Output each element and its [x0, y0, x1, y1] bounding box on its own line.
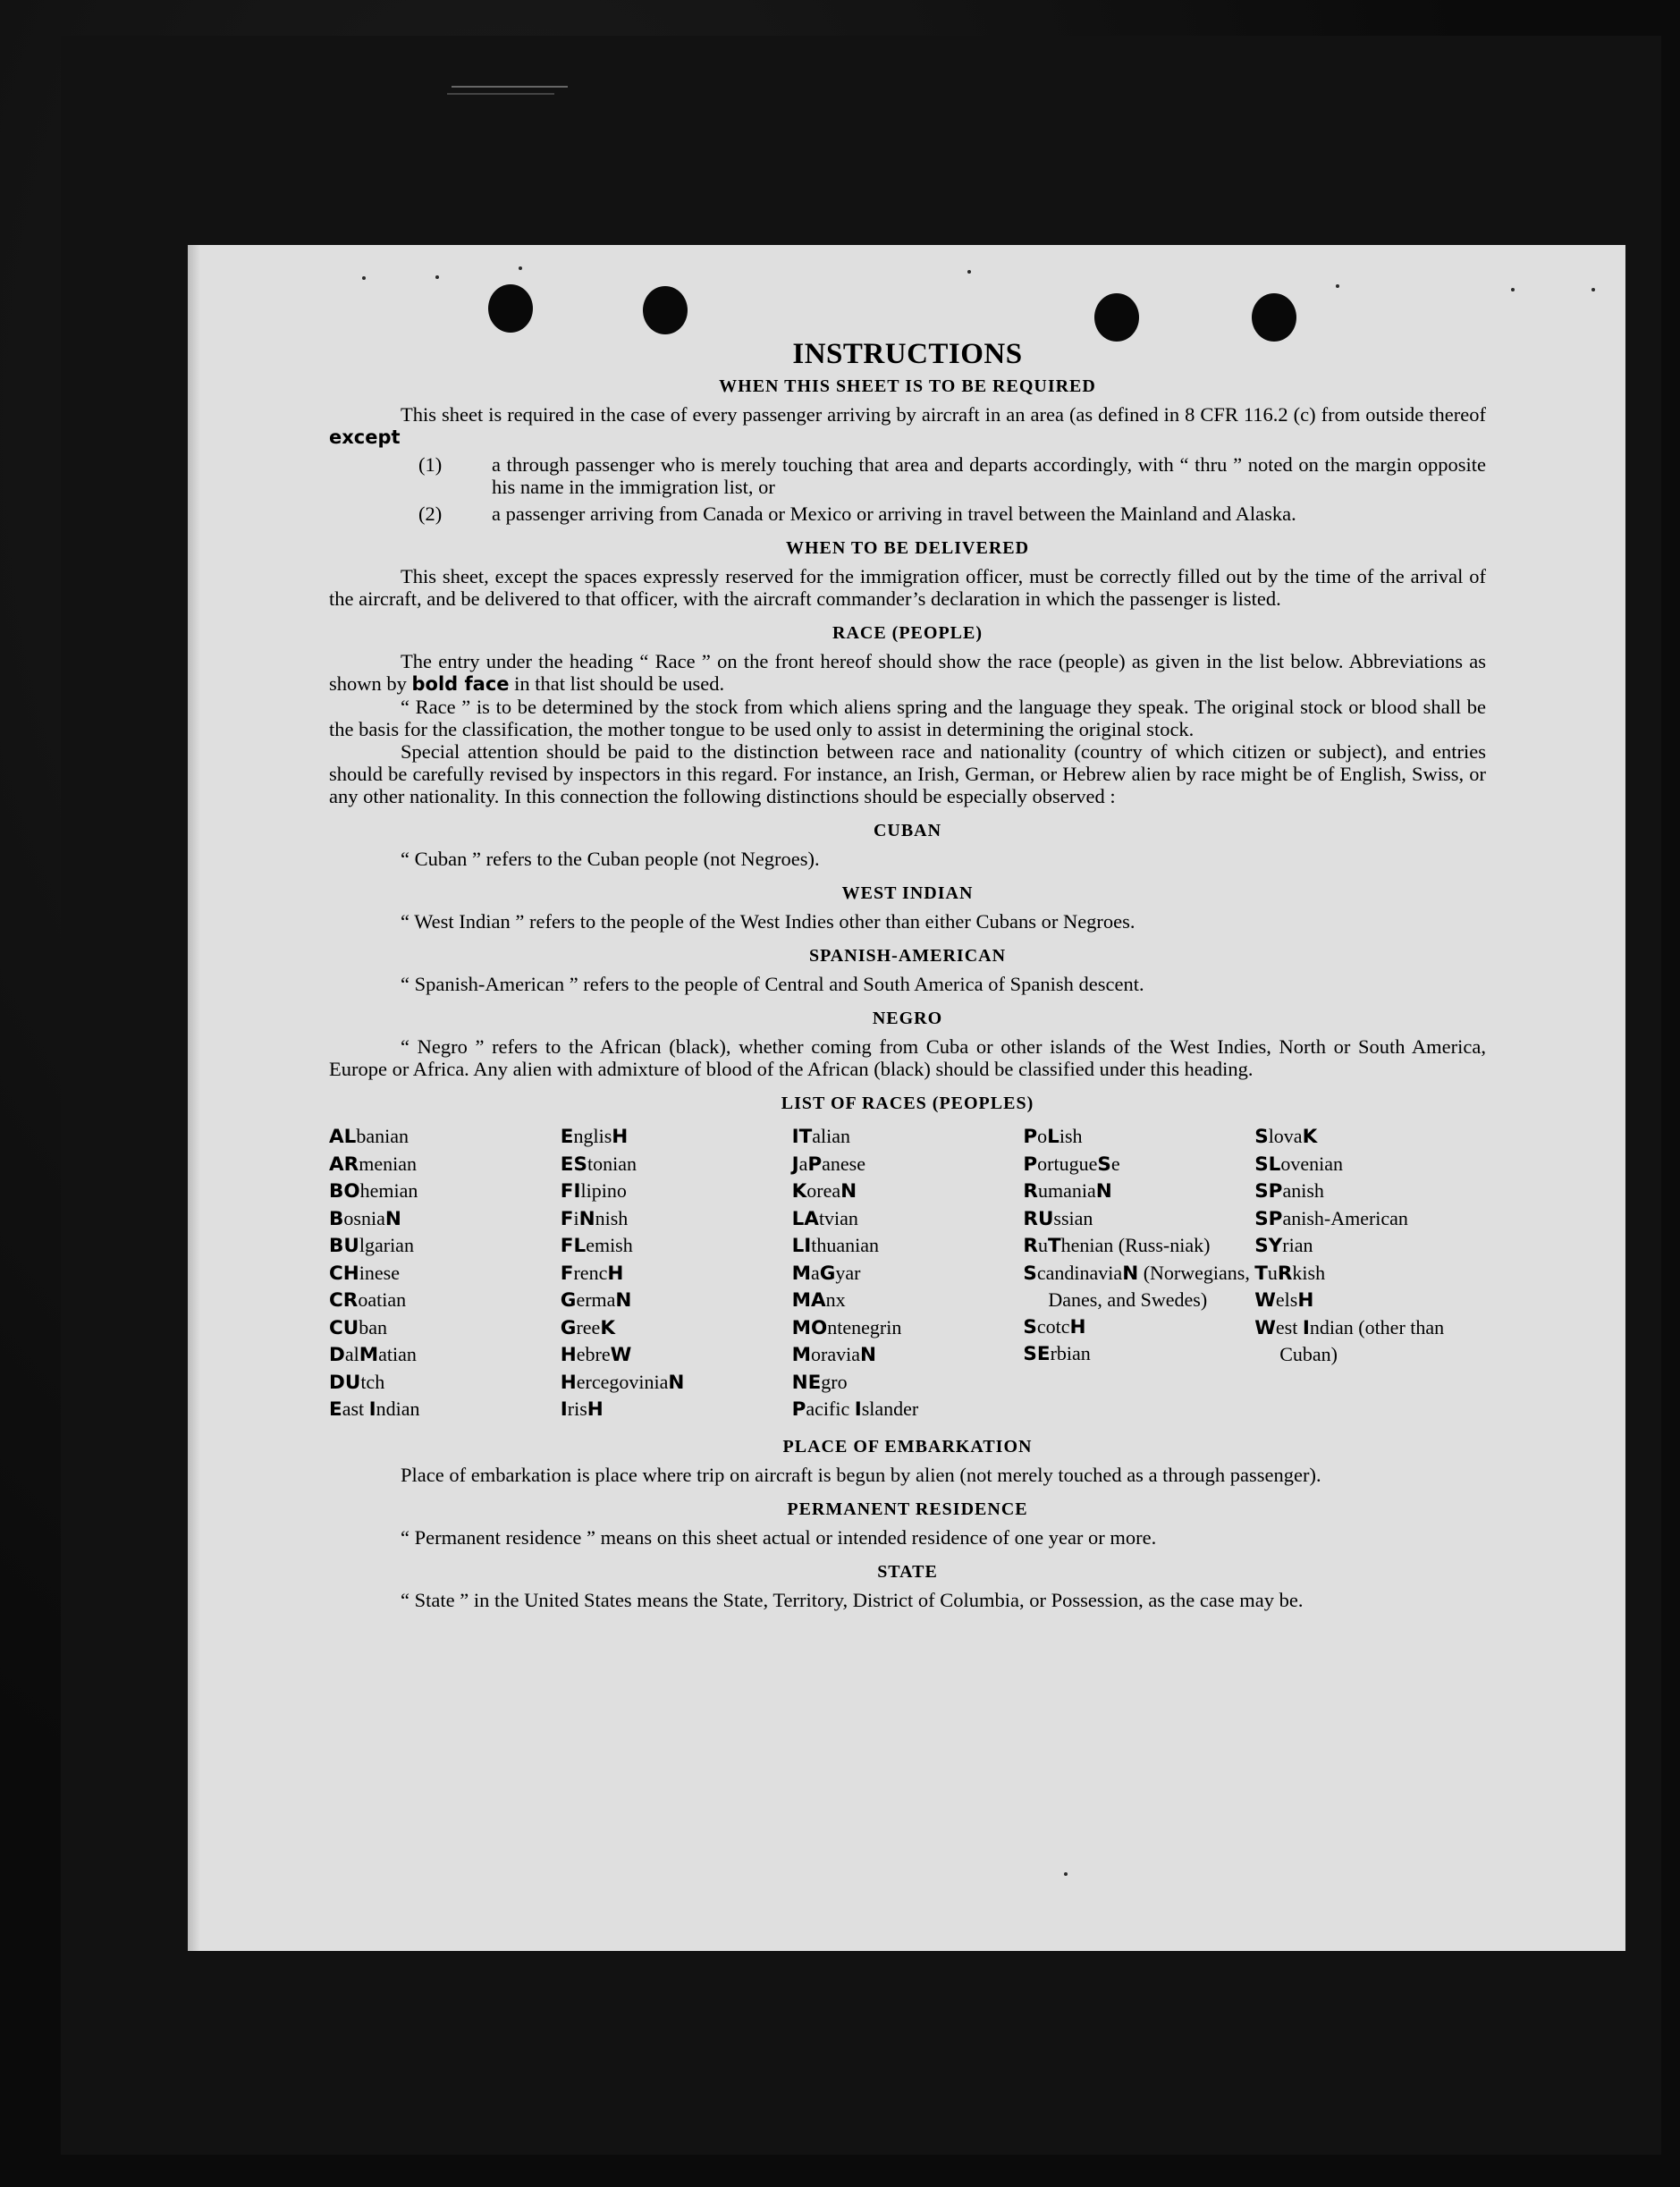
race-abbreviation: L	[1047, 1126, 1059, 1148]
scan-mark	[447, 93, 554, 95]
race-abbreviation: SE	[1023, 1343, 1051, 1365]
race-abbreviation: T	[1254, 1262, 1268, 1285]
spanish-american-text: “ Spanish-American ” refers to the people of Central and South America of Spanish descent.	[401, 973, 1144, 995]
race-abbreviation: FL	[560, 1235, 587, 1257]
race-text: alian	[812, 1125, 851, 1147]
embarkation-text: Place of embarkation is place where trip on aircraft is begun by alien (not merely touched as a through passenger).	[401, 1463, 1321, 1486]
race-text: al	[344, 1343, 359, 1365]
race-text: ree	[576, 1315, 601, 1338]
exception-item: (1) a through passenger who is merely touching that area and departs accordingly, with “ thru ” noted on the margin opposite his name in the immigration list, or	[418, 453, 1486, 498]
race-abbreviation: K	[600, 1316, 615, 1339]
race-text: ortugue	[1037, 1152, 1098, 1175]
race-abbreviation: M	[791, 1262, 811, 1285]
race-paragraph: “ Race ” is to be determined by the stock from which aliens spring and the language they speak. The original stock or blood shall be the basis for the classification, the mother tongue to be used only to assist in determining the original stock.	[329, 696, 1486, 740]
speck	[362, 276, 366, 280]
race-text: emish	[586, 1234, 633, 1256]
race-text: atian	[378, 1343, 417, 1365]
race-entry	[561, 1396, 792, 1423]
race-text: nglis	[573, 1125, 612, 1147]
race-text: ssian	[1053, 1206, 1093, 1229]
race-abbreviation: S	[1097, 1153, 1111, 1176]
race-text: ercegovinia	[576, 1370, 669, 1393]
race-abbreviation: I	[1302, 1316, 1310, 1339]
document-body	[329, 338, 1486, 1611]
race-text: ntenegrin	[827, 1315, 902, 1338]
race-text: lova	[1268, 1125, 1303, 1147]
speck	[1591, 288, 1595, 291]
race-text: lipino	[580, 1179, 627, 1202]
race-entry	[329, 1396, 561, 1423]
race-entry	[561, 1232, 792, 1260]
race-text: est	[1275, 1315, 1303, 1338]
race-abbreviation: N	[1122, 1262, 1139, 1285]
race-entry	[1254, 1287, 1486, 1314]
race-entry	[329, 1314, 561, 1342]
race-abbreviation: N	[1095, 1180, 1112, 1203]
race-entry	[1023, 1260, 1254, 1313]
race-entry	[792, 1232, 1024, 1260]
race-entry	[1254, 1232, 1486, 1260]
race-text: kish	[1292, 1261, 1326, 1284]
race-text: ndian	[376, 1397, 420, 1420]
race-column	[561, 1123, 792, 1423]
when-required-intro: This sheet is required in the case of every passenger arriving by aircraft in an area (as defined in 8 CFR 116.2 (c) from outside thereof except	[329, 403, 1486, 448]
race-column	[329, 1123, 561, 1423]
race-text: o	[1037, 1125, 1048, 1147]
race-entry	[561, 1314, 792, 1342]
race-abbreviation: M	[359, 1344, 379, 1366]
race-abbreviation: N	[840, 1180, 857, 1203]
document-title: INSTRUCTIONS	[792, 338, 1023, 370]
race-entry	[1254, 1205, 1486, 1233]
race-entry	[561, 1151, 792, 1178]
section-heading-cuban: CUBAN	[873, 821, 942, 840]
race-text: ris	[567, 1397, 587, 1420]
race-text: orea	[806, 1179, 841, 1202]
race-text: renc	[573, 1261, 608, 1284]
race-abbreviation: N	[859, 1344, 876, 1366]
race-abbreviation: T	[1047, 1235, 1061, 1257]
race-abbreviation: W	[1254, 1316, 1276, 1339]
race-abbreviation: F	[560, 1207, 574, 1230]
race-text: anese	[822, 1152, 865, 1175]
race-abbreviation: R	[1277, 1262, 1293, 1285]
punch-hole	[488, 284, 533, 333]
race-text: u	[1267, 1261, 1278, 1284]
race-entry	[561, 1178, 792, 1205]
race-abbreviation: DU	[329, 1371, 361, 1394]
race-abbreviation: H	[587, 1398, 604, 1421]
section-heading-when-required: WHEN THIS SHEET IS TO BE REQUIRED	[719, 376, 1096, 396]
race-entry	[329, 1260, 561, 1288]
race-entry	[1023, 1313, 1254, 1341]
race-abbreviation: E	[560, 1126, 574, 1148]
race-text: ish	[1059, 1125, 1083, 1147]
race-entry	[792, 1178, 1024, 1205]
race-text: anish-American	[1282, 1206, 1408, 1229]
race-text: candinavia	[1036, 1261, 1123, 1284]
race-abbreviation: W	[1254, 1289, 1276, 1312]
race-entry	[561, 1341, 792, 1369]
race-abbreviation: H	[1069, 1315, 1086, 1338]
race-abbreviation: E	[329, 1398, 342, 1421]
speck	[1064, 1872, 1068, 1876]
race-abbreviation: M	[791, 1344, 811, 1366]
race-abbreviation: G	[560, 1316, 577, 1339]
race-text: nx	[825, 1288, 846, 1311]
race-entry	[561, 1369, 792, 1397]
race-abbreviation: SP	[1254, 1207, 1283, 1230]
race-entry	[792, 1151, 1024, 1178]
race-entry	[329, 1232, 561, 1260]
race-abbreviation: W	[610, 1344, 632, 1366]
race-abbreviation: P	[1023, 1126, 1038, 1148]
punch-hole	[1094, 293, 1139, 342]
race-text: a	[811, 1261, 820, 1284]
race-abbreviation: H	[560, 1344, 577, 1366]
race-abbreviation: H	[607, 1262, 624, 1285]
speck	[1336, 284, 1339, 288]
race-text: lgarian	[359, 1234, 414, 1256]
race-entry	[1023, 1151, 1254, 1178]
scan-mark	[452, 86, 568, 88]
race-entry	[792, 1287, 1024, 1314]
race-entry	[1254, 1260, 1486, 1288]
section-heading-when-delivered: WHEN TO BE DELIVERED	[785, 538, 1030, 558]
race-abbreviation: AR	[329, 1153, 359, 1176]
race-text: osnia	[343, 1206, 385, 1229]
race-text: tch	[360, 1370, 385, 1393]
speck	[519, 266, 522, 270]
race-abbreviation: H	[612, 1126, 629, 1148]
race-abbreviation: J	[791, 1153, 799, 1176]
race-abbreviation: BU	[329, 1235, 359, 1257]
race-text: ebre	[576, 1343, 611, 1365]
section-heading-embarkation: PLACE OF EMBARKATION	[782, 1436, 1033, 1457]
race-abbreviation: K	[1302, 1126, 1318, 1148]
race-entry	[1023, 1123, 1254, 1151]
race-abbreviation: S	[1023, 1315, 1037, 1338]
race-entry	[329, 1123, 561, 1151]
race-entry	[792, 1314, 1024, 1342]
race-text: els	[1275, 1288, 1298, 1311]
race-entry	[792, 1341, 1024, 1369]
race-abbreviation: G	[560, 1289, 577, 1312]
race-abbreviation: LI	[791, 1235, 812, 1257]
punch-hole	[1252, 293, 1296, 342]
race-text: cotc	[1036, 1314, 1070, 1338]
race-entry	[1254, 1123, 1486, 1151]
section-heading-negro: NEGRO	[872, 1009, 943, 1028]
race-entry	[561, 1123, 792, 1151]
race-paragraph: Special attention should be paid to the distinction between race and nationality (country of which citizen or subject), and entries should be carefully revised by inspectors in this regard. For instance, an Irish, German, or Hebrew alien by race might be of English, Swiss, or any other nationality. In this connection the following distinctions should be especially observed :	[329, 740, 1486, 807]
race-abbreviation: I	[854, 1398, 862, 1421]
race-entry	[792, 1260, 1024, 1288]
race-abbreviation: P	[1023, 1153, 1038, 1176]
section-heading-list-of-races: LIST OF RACES (PEOPLES)	[781, 1094, 1034, 1113]
cuban-text: “ Cuban ” refers to the Cuban people (not Negroes).	[401, 848, 820, 870]
race-abbreviation: I	[560, 1398, 568, 1421]
race-column	[1023, 1123, 1254, 1423]
race-entry	[1254, 1178, 1486, 1205]
race-entry	[1023, 1340, 1254, 1368]
race-text: gro	[821, 1370, 848, 1393]
race-abbreviation: R	[1023, 1180, 1038, 1203]
race-abbreviation: MA	[791, 1289, 826, 1312]
bold-face-label: bold face	[411, 673, 510, 695]
race-entry	[792, 1369, 1024, 1397]
race-abbreviation: K	[791, 1180, 807, 1203]
race-entry	[329, 1341, 561, 1369]
race-entry	[792, 1396, 1024, 1423]
race-text: ovenian	[1280, 1152, 1344, 1175]
race-text: slander	[861, 1397, 919, 1420]
race-abbreviation: P	[791, 1398, 806, 1421]
race-abbreviation: CH	[329, 1262, 359, 1285]
race-abbreviation: BO	[329, 1180, 360, 1203]
race-text: oravia	[811, 1343, 860, 1365]
race-entry	[561, 1205, 792, 1233]
race-abbreviation: H	[560, 1371, 577, 1394]
race-text: umania	[1037, 1179, 1096, 1202]
race-text: e	[1110, 1152, 1120, 1175]
race-entry	[1254, 1151, 1486, 1178]
race-text: rbian	[1050, 1342, 1091, 1364]
race-entry	[329, 1151, 561, 1178]
race-text: hemian	[359, 1179, 418, 1202]
race-entry	[792, 1205, 1024, 1233]
race-entry	[792, 1123, 1024, 1151]
race-text: ast	[342, 1397, 369, 1420]
race-text: i	[573, 1206, 579, 1229]
punch-hole	[643, 286, 688, 334]
race-text: menian	[359, 1152, 417, 1175]
race-abbreviation: AL	[329, 1126, 357, 1148]
section-heading-residence: PERMANENT RESIDENCE	[787, 1499, 1028, 1519]
race-abbreviation: CR	[329, 1289, 359, 1312]
race-text: yar	[835, 1261, 861, 1284]
race-entry	[329, 1205, 561, 1233]
race-entry	[1254, 1314, 1486, 1368]
race-entry	[329, 1178, 561, 1205]
race-abbreviation: N	[578, 1207, 595, 1230]
race-text: henian (Russ-niak)	[1060, 1234, 1211, 1256]
state-text: “ State ” in the United States means the State, Territory, District of Columbia, or Possession, as the case may be.	[401, 1588, 1304, 1611]
race-abbreviation: NE	[791, 1371, 822, 1394]
sheet-edge	[188, 245, 200, 1951]
race-text: tonian	[587, 1152, 637, 1175]
race-abbreviation: H	[1297, 1289, 1314, 1312]
race-text: rian	[1282, 1234, 1313, 1256]
negro-text: “ Negro ” refers to the African (black), whether coming from Cuba or other islands of the West Indies, North or South America, Europe or Africa. Any alien with admixture of blood of the African (black) should be classified under this heading.	[329, 1035, 1486, 1080]
race-text: thuanian	[811, 1234, 880, 1256]
race-abbreviation: SP	[1254, 1180, 1283, 1203]
race-abbreviation: N	[668, 1371, 685, 1394]
speck	[967, 270, 971, 274]
race-text: acific	[806, 1397, 855, 1420]
race-paragraph: The entry under the heading “ Race ” on the front hereof should show the race (people) as given in the list below. Abbreviations as shown by bold face in that list should be used.	[329, 650, 1486, 695]
residence-text: “ Permanent residence ” means on this sheet actual or intended residence of one year or more.	[401, 1525, 1157, 1549]
race-entry	[561, 1260, 792, 1288]
race-abbreviation: R	[1023, 1235, 1038, 1257]
race-text: a	[798, 1152, 808, 1175]
race-text: ban	[359, 1315, 388, 1338]
race-abbreviation: S	[1023, 1262, 1037, 1285]
race-entry	[1023, 1205, 1254, 1233]
race-abbreviation: F	[560, 1262, 574, 1285]
race-abbreviation: N	[384, 1207, 401, 1230]
race-abbreviation: G	[819, 1262, 836, 1285]
except-word: except	[329, 426, 401, 448]
race-abbreviation: FI	[560, 1180, 581, 1203]
when-delivered-text: This sheet, except the spaces expressly reserved for the immigration officer, must be correctly filled out by the time of the arrival of the aircraft, and be delivered to that officer, with the aircraft commander’s declaration in which the passenger is listed.	[329, 565, 1486, 610]
race-abbreviation: LA	[791, 1207, 819, 1230]
speck	[1511, 288, 1515, 291]
race-abbreviation: SY	[1254, 1235, 1283, 1257]
speck	[435, 275, 439, 279]
race-abbreviation: D	[329, 1344, 345, 1366]
race-entry	[1023, 1232, 1254, 1260]
exception-item: (2) a passenger arriving from Canada or Mexico or arriving in travel between the Mainland and Alaska.	[418, 502, 1296, 525]
race-abbreviation: CU	[329, 1316, 359, 1339]
race-entry	[1023, 1178, 1254, 1205]
west-indian-text: “ West Indian ” refers to the people of the West Indies other than either Cubans or Negroes.	[401, 910, 1135, 933]
section-heading-race: RACE (PEOPLE)	[832, 623, 983, 643]
race-abbreviation: B	[329, 1207, 344, 1230]
race-text: anish	[1282, 1179, 1324, 1202]
race-abbreviation: MO	[791, 1316, 828, 1339]
race-text: erma	[576, 1288, 616, 1311]
race-abbreviation: ES	[560, 1153, 587, 1176]
race-text: banian	[356, 1125, 409, 1147]
race-entry	[561, 1287, 792, 1314]
race-abbreviation: SL	[1254, 1153, 1281, 1176]
race-abbreviation: S	[1254, 1126, 1269, 1148]
race-text: ndian (other than Cuban)	[1279, 1315, 1445, 1365]
race-text: oatian	[358, 1288, 407, 1311]
race-abbreviation: IT	[791, 1126, 813, 1148]
race-entry	[329, 1369, 561, 1397]
race-column	[792, 1123, 1024, 1423]
race-abbreviation: RU	[1023, 1207, 1054, 1230]
race-entry	[329, 1287, 561, 1314]
race-text: inese	[359, 1261, 400, 1284]
section-heading-west-indian: WEST INDIAN	[841, 883, 974, 903]
race-text: u	[1037, 1234, 1048, 1256]
section-heading-spanish-american: SPANISH-AMERICAN	[808, 946, 1007, 966]
races-list	[329, 1123, 1486, 1423]
race-text: nish	[595, 1206, 629, 1229]
race-abbreviation: I	[368, 1398, 376, 1421]
race-abbreviation: P	[807, 1153, 823, 1176]
race-column	[1254, 1123, 1486, 1423]
race-text: (Norwegians, Danes, and Swedes)	[1048, 1261, 1250, 1311]
section-heading-state: STATE	[877, 1561, 938, 1582]
race-abbreviation: N	[615, 1289, 632, 1312]
race-text: tvian	[818, 1206, 858, 1229]
